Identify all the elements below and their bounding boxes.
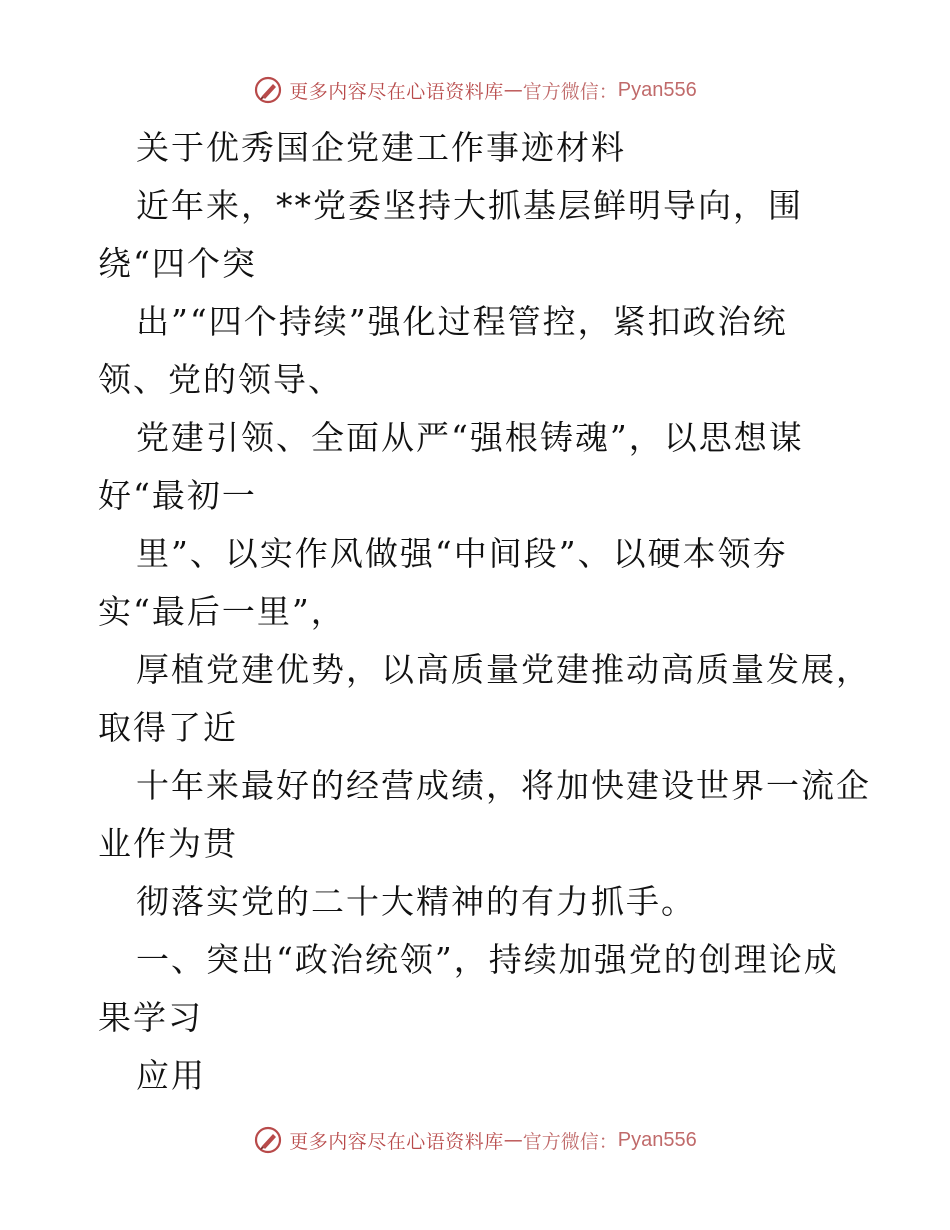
paragraph-line: 实“最后一里”， bbox=[98, 592, 346, 631]
watermark-contact-label: 官方微信： bbox=[522, 80, 618, 103]
section-heading: 一、突出“政治统领”，持续加强党的创理论成 bbox=[136, 940, 839, 979]
paragraph-line: 里”、以实作风做强“中间段”、以硬本领夯 bbox=[136, 534, 788, 573]
paragraph-line: 业作为贯 bbox=[98, 824, 238, 863]
footer-watermark bbox=[0, 1120, 950, 1160]
watermark-contact-id: Pyan556 bbox=[617, 78, 697, 101]
pen-logo-icon bbox=[253, 1125, 283, 1155]
paragraph-line: 十年来最好的经营成绩，将加快建设世界一流企 bbox=[136, 766, 871, 805]
paragraph-line: 党建引领、全面从严“强根铸魂”，以思想谋 bbox=[136, 418, 804, 457]
paragraph-line: 厚植党建优势，以高质量党建推动高质量发展， bbox=[136, 650, 871, 689]
watermark-site-text: 更多内容尽在心语资料库 bbox=[289, 1130, 504, 1153]
watermark-contact-id: Pyan556 bbox=[617, 1128, 697, 1151]
document-title: 关于优秀国企党建工作事迹材料 bbox=[136, 128, 626, 167]
paragraph-line: 应用 bbox=[136, 1056, 206, 1095]
paragraph-line: 绕“四个突 bbox=[98, 244, 257, 283]
watermark-contact-label: 官方微信： bbox=[522, 1130, 618, 1153]
paragraph-line: 好“最初一 bbox=[98, 476, 257, 515]
section-heading-continued: 果学习 bbox=[98, 998, 203, 1037]
paragraph-line: 出”“四个持续”强化过程管控，紧扣政治统 bbox=[136, 302, 788, 341]
watermark-dash: — bbox=[503, 1129, 523, 1151]
paragraph-line: 近年来，**党委坚持大抓基层鲜明导向，围 bbox=[136, 186, 803, 225]
paragraph-line: 领、党的领导、 bbox=[98, 360, 343, 399]
paragraph-line: 彻落实党的二十大精神的有力抓手。 bbox=[136, 882, 696, 921]
paragraph-line: 取得了近 bbox=[98, 708, 238, 747]
watermark-site-text: 更多内容尽在心语资料库 bbox=[289, 80, 504, 103]
watermark-dash: — bbox=[503, 79, 523, 101]
